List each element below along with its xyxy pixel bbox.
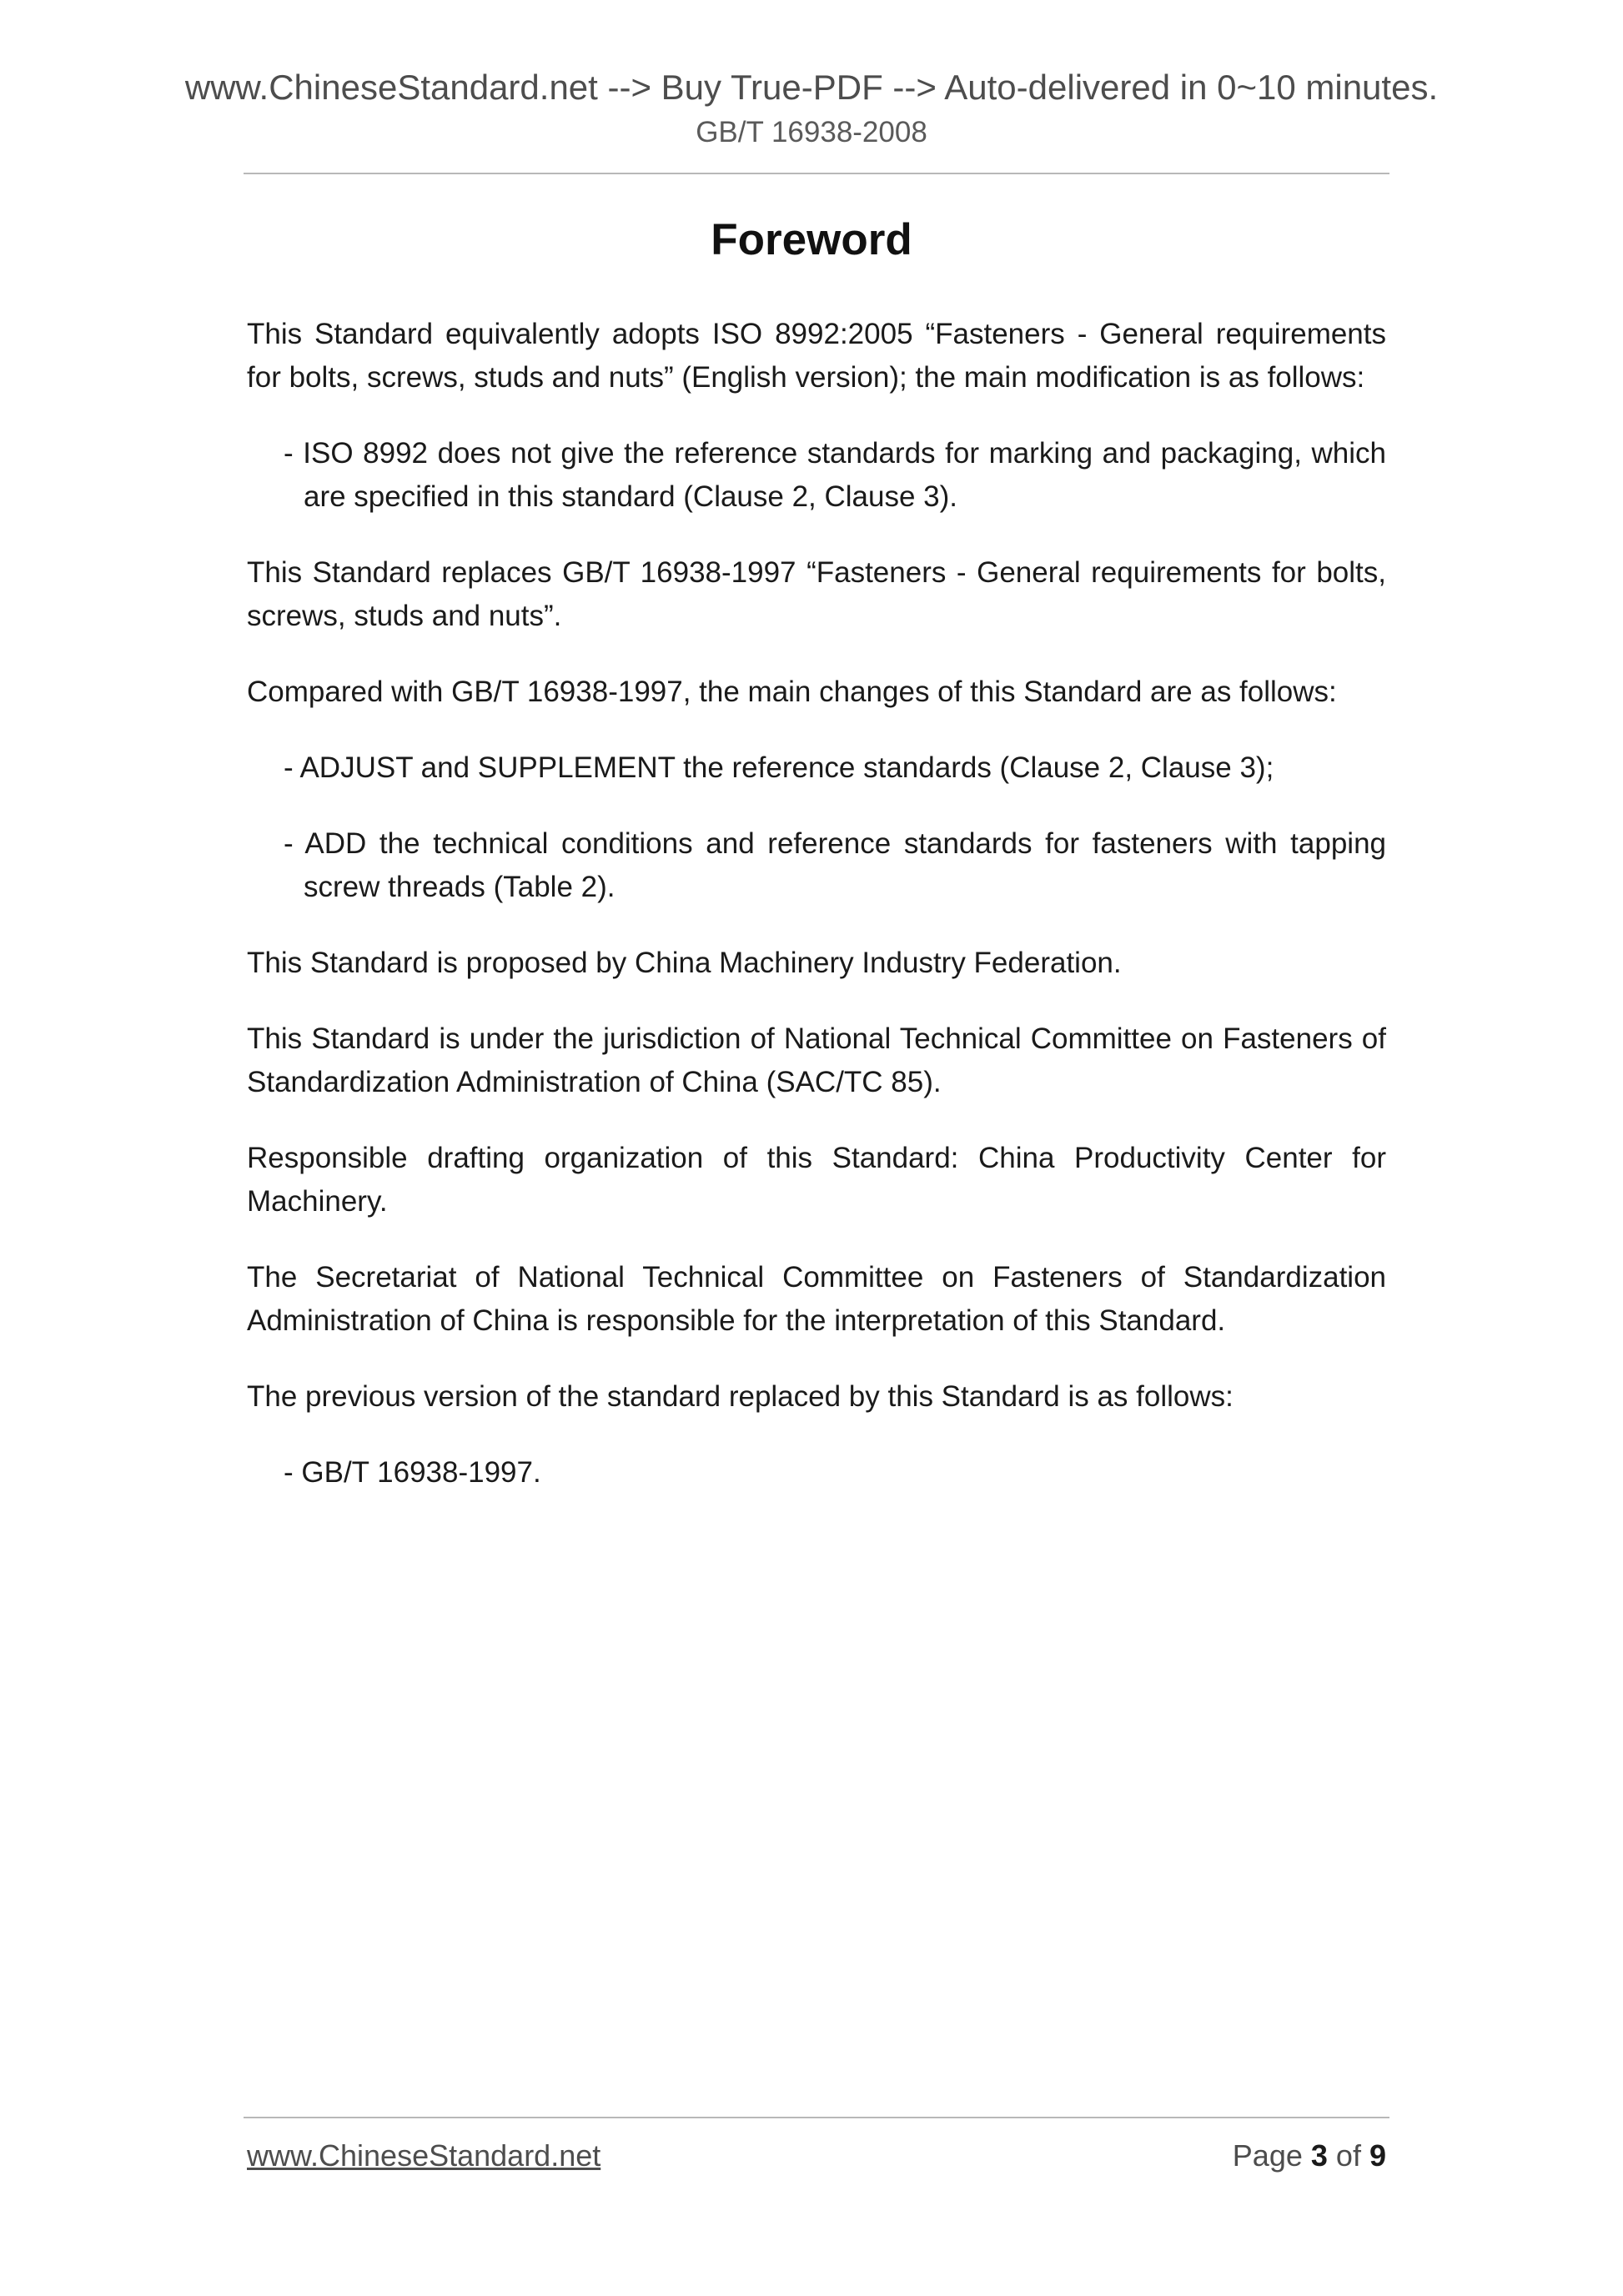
page-current: 3 <box>1310 2138 1328 2173</box>
document-body <box>247 313 1386 1527</box>
bullet-adjust-references: - ADJUST and SUPPLEMENT the reference standards (Clause 2, Clause 3); <box>284 751 1274 784</box>
page-total: 9 <box>1369 2138 1386 2173</box>
page-of: of <box>1335 2138 1361 2173</box>
footer-website-link[interactable]: www.ChineseStandard.net <box>247 2138 601 2173</box>
page-number <box>1233 2135 1386 2177</box>
footer-divider <box>244 2117 1389 2118</box>
bullet-add-tapping-threads: - ADD the technical conditions and reference standards for fasteners with tapping screw threads (Table 2). <box>284 827 1386 903</box>
header-divider <box>244 173 1389 174</box>
header-doc-id: GB/T 16938-2008 <box>696 116 927 148</box>
header-banner: www.ChineseStandard.net --> Buy True-PDF --> Auto-delivered in 0~10 minutes. <box>184 68 1439 107</box>
paragraph-previous-version: The previous version of the standard replaced by this Standard is as follows: <box>247 1380 1234 1413</box>
paragraph-interpretation: The Secretariat of National Technical Committee on Fasteners of Standardization Administration of China is responsible for the interpretation of this Standard. <box>247 1261 1386 1337</box>
paragraph-adoption: This Standard equivalently adopts ISO 8992:2005 “Fasteners - General requirements for bolts, screws, studs and nuts” (English version); the main modification is as follows: <box>247 318 1386 394</box>
page-header <box>0 65 1623 153</box>
paragraph-drafting-organization: Responsible drafting organization of this Standard: China Productivity Center for Machinery. <box>247 1142 1386 1218</box>
page-title: Foreword <box>711 215 912 264</box>
paragraph-replaces: This Standard replaces GB/T 16938-1997 “Fasteners - General requirements for bolts, screws, studs and nuts”. <box>247 556 1386 632</box>
paragraph-changes-intro: Compared with GB/T 16938-1997, the main changes of this Standard are as follows: <box>247 676 1337 708</box>
bullet-previous-standard: - GB/T 16938-1997. <box>284 1456 541 1489</box>
paragraph-jurisdiction: This Standard is under the jurisdiction of National Technical Committee on Fasteners of Standardization Administration of China (SAC/TC 85). <box>247 1022 1386 1098</box>
bullet-iso-modification: - ISO 8992 does not give the reference standards for marking and packaging, which are specified in this standard (Clause 2, Clause 3). <box>284 437 1386 513</box>
paragraph-proposed-by: This Standard is proposed by China Machinery Industry Federation. <box>247 947 1122 979</box>
page-word: Page <box>1232 2138 1303 2173</box>
